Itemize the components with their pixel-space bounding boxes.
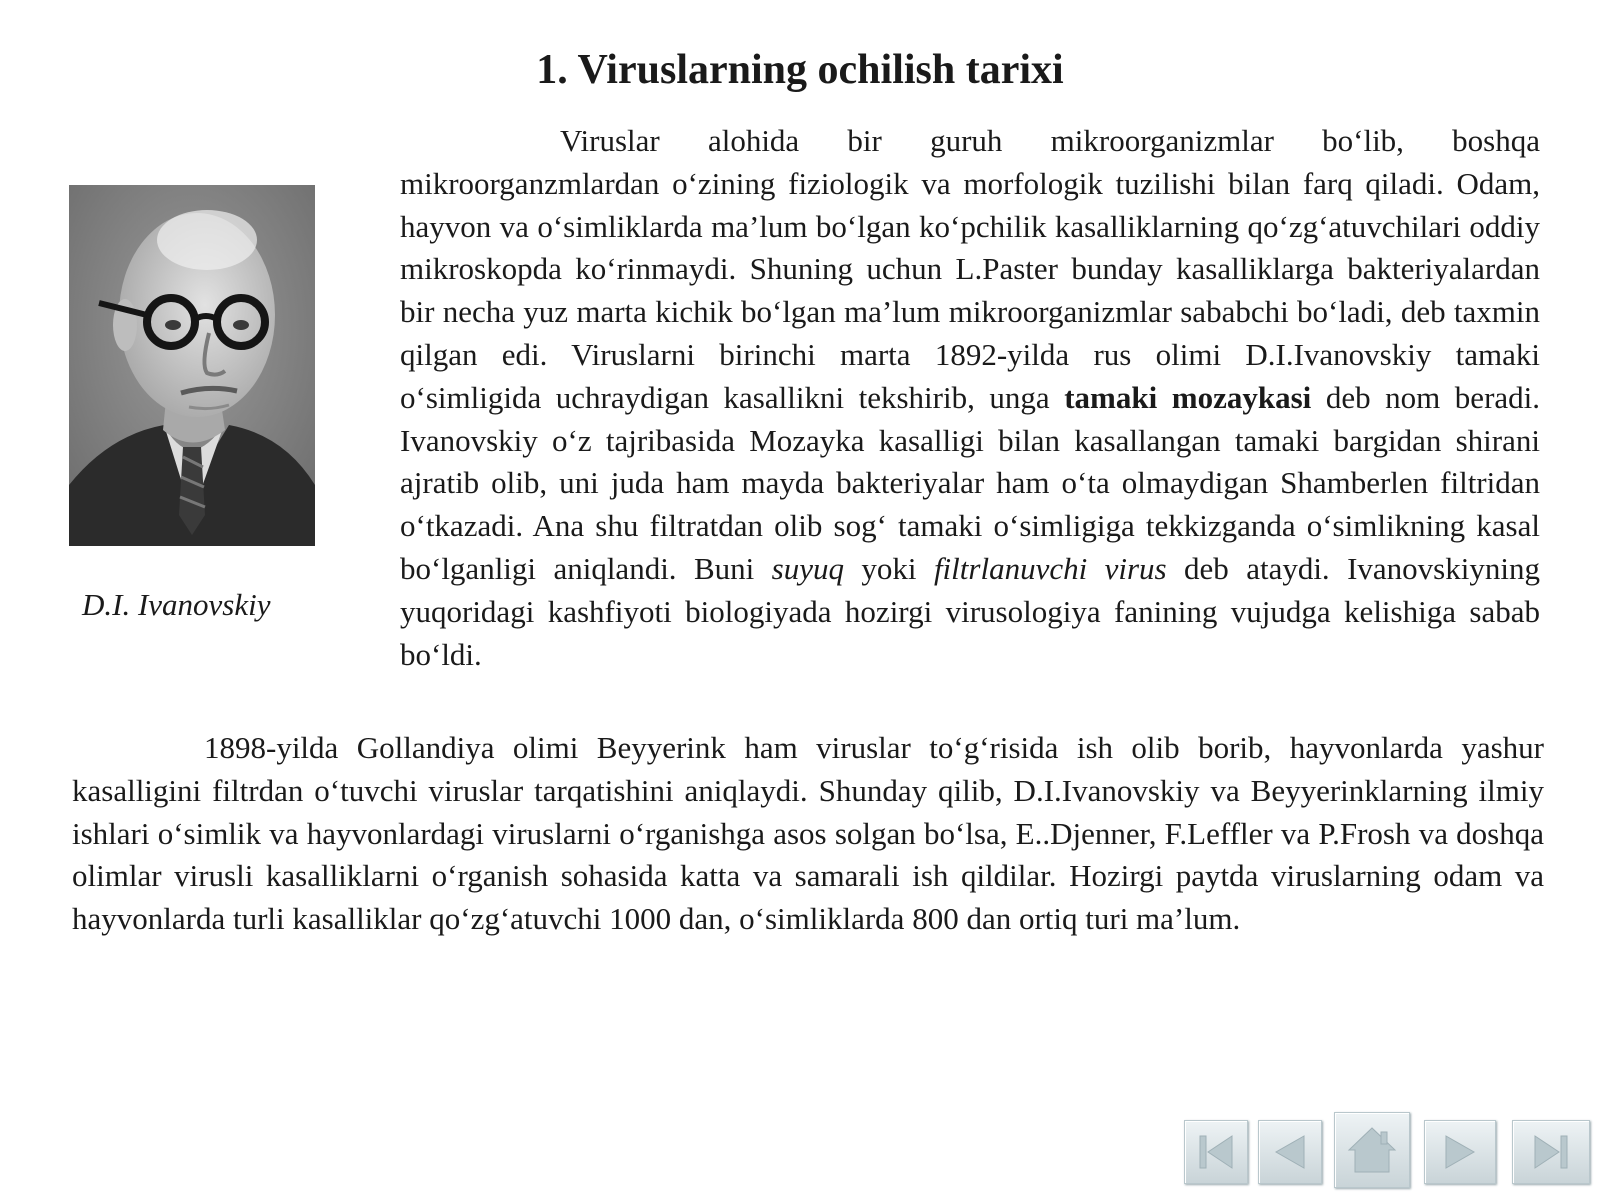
- next-slide-button[interactable]: [1424, 1120, 1496, 1184]
- bold-term: tamaki mozaykasi: [1064, 379, 1312, 415]
- paragraph-text: deb nom beradi. Ivanovskiy o‘z tajribasida Mozayka kasalligi bilan kasallangan tamaki bargidan shirani ajratib olib, uni juda ham mayda bakteriyalar ham o‘ta olmaydigan Shamberlen filtridan o‘tkazadi. Ana shu filtratdan olib sog‘ tamaki o‘simligiga tekkizganda o‘simlikning kasal bo‘lganligi aniqlandi. Buni: [400, 379, 1541, 586]
- previous-slide-button[interactable]: [1258, 1120, 1322, 1184]
- page-title: 1. Viruslarning ochilish tarixi: [536, 47, 1064, 93]
- intro-paragraph: [400, 120, 1540, 676]
- previous-slide-icon: [1268, 1132, 1312, 1172]
- last-slide-button[interactable]: [1512, 1120, 1590, 1184]
- first-slide-button[interactable]: [1184, 1120, 1248, 1184]
- paragraph-text: Viruslar alohida bir guruh mikroorganizmlar bo‘lib, boshqa mikroorganzmlardan o‘zining fiziologik va morfologik tuzilishi bilan farq qiladi. Odam, hayvon va o‘simliklarda ma’lum bo‘lgan ko‘pchilik kasalliklarning qo‘zg‘atuvchilari oddiy mikroskopda ko‘rinmaydi. Shuning uchun L.Paster bunday kasalliklarga bakteriyalardan bir necha yuz marta kichik bo‘lgan ma’lum mikroorganizmlar sababchi bo‘ladi, deb taxmin qilgan edi. Viruslarni birinchi marta 1892-yilda rus olimi D.I.Ivanovskiy tamaki o‘simligida uchraydigan kasallikni tekshirib, unga: [400, 123, 1540, 415]
- paragraph-text: 1898-yilda Gollandiya olimi Beyyerink ham viruslar to‘g‘risida ish olib borib, hayvonlarda yashur kasalligini filtrdan o‘tuvchi viruslar tarqatishini aniqlaydi. Shunday qilib, D.I.Ivanovskiy va Beyyerinklarning ilmiy ishlari o‘simlik va hayvonlardagi viruslarni o‘rganishga asos solgan bo‘lsa, E..Djenner, F.Leffler va P.Frosh va doshqa olimlar virusli kasalliklarni o‘rganish sohasida katta va samarali ish qildilar. Hozirgi paytda viruslarning odam va hayvonlarda turli kasalliklar qo‘zg‘atuvchi 1000 dan, o‘simliklarda 800 dan ortiq turi ma’lum.: [72, 730, 1544, 937]
- history-paragraph: [72, 727, 1544, 941]
- portrait-caption: D.I. Ivanovskiy: [82, 587, 271, 622]
- portrait-image: [69, 185, 315, 546]
- first-slide-icon: [1194, 1132, 1238, 1172]
- paragraph-text: deb ataydi. Ivanovskiyning yuqoridagi kashfiyoti biologiyada hozirgi virusologiya fanining vujudga kelishiga sabab bo‘ldi.: [400, 550, 1540, 672]
- home-button[interactable]: [1334, 1112, 1410, 1188]
- home-icon: [1345, 1124, 1399, 1176]
- last-slide-icon: [1529, 1132, 1573, 1172]
- next-slide-icon: [1438, 1132, 1482, 1172]
- italic-term: suyuq: [771, 550, 844, 586]
- italic-term: filtrlanuvchi virus: [933, 550, 1167, 586]
- paragraph-text: yoki: [844, 550, 934, 586]
